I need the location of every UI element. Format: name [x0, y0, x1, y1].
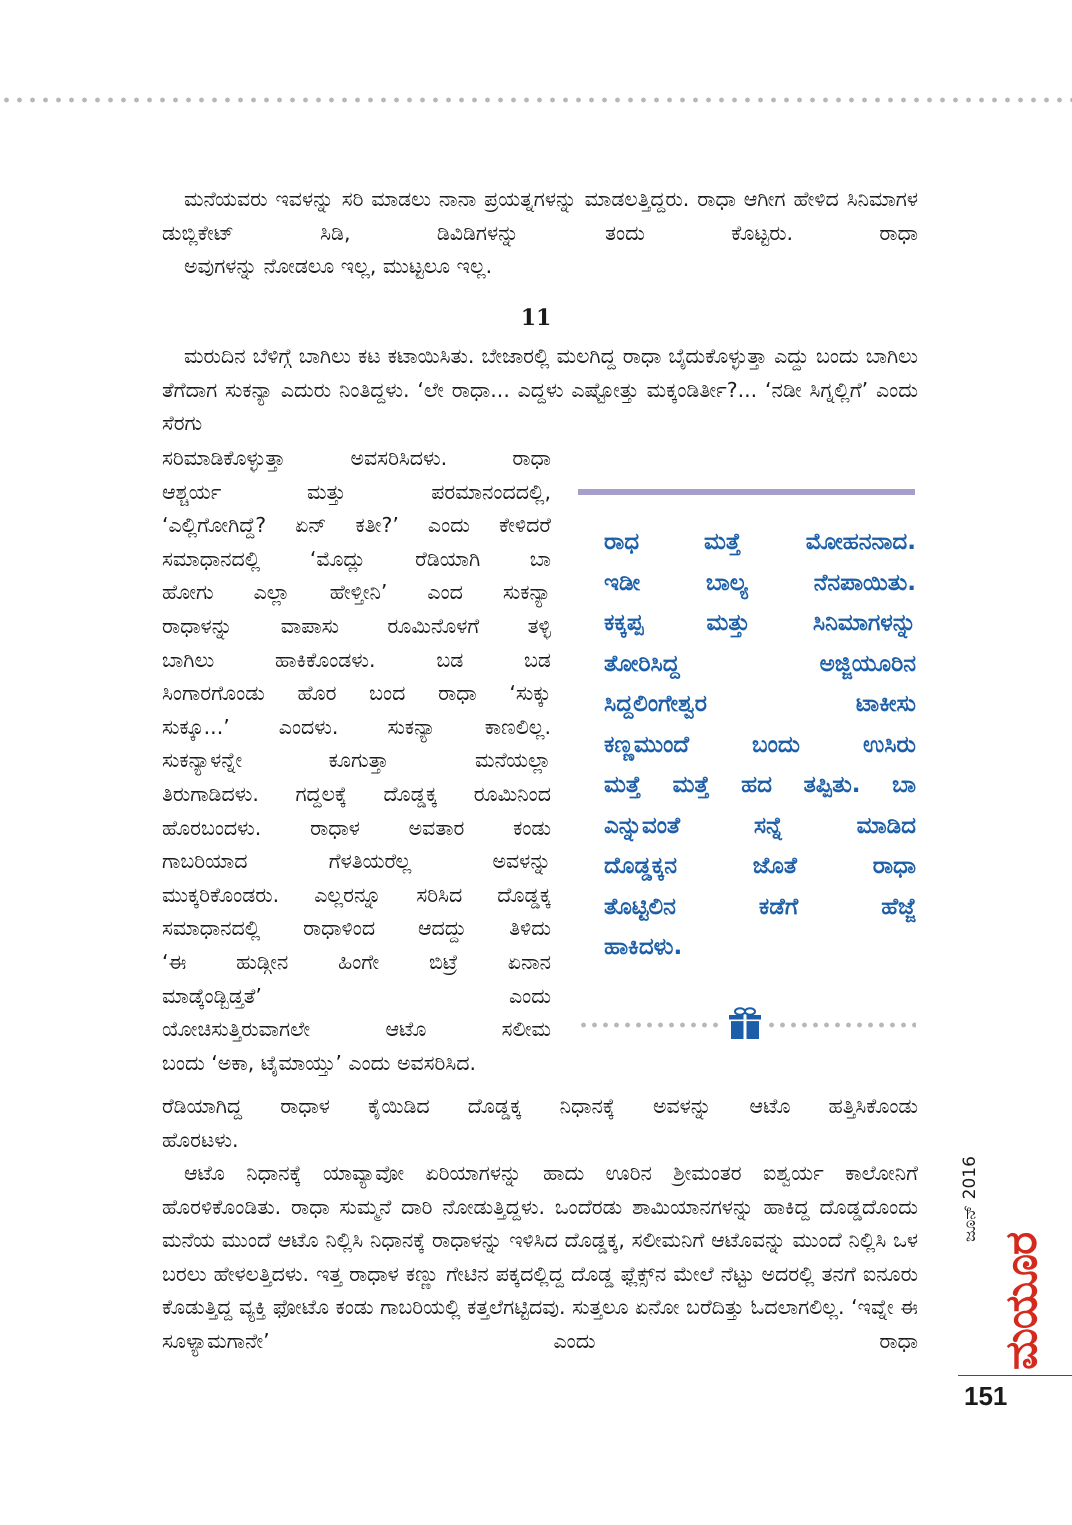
pullquote-line: ಕಣ್ಣಮುಂದೆ ಬಂದು ಉಸಿರು: [604, 731, 916, 758]
column-line: ಯೋಚಿಸುತ್ತಿರುವಾಗಲೇ ಆಟೊ ಸಲೀಮ: [162, 1017, 551, 1042]
paragraph-4: [162, 1157, 918, 1359]
pullquote-line: ಇಡೀ ಬಾಲ್ಯ ನೆನಪಾಯಿತು.: [604, 569, 916, 596]
pullquote-line: ತೋರಿಸಿದ್ದ ಅಜ್ಜಿಯೂರಿನ: [604, 650, 916, 677]
pullquote-top-rule: [578, 489, 915, 495]
paragraph-3-line: ರೆಡಿಯಾಗಿದ್ದ ರಾಧಾಳ ಕೈಯಿಡಿದ ದೊಡ್ಡಕ್ಕ ನಿಧಾನಕ್ಕೆ ಅವಳನ್ನು ಆಟೊ ಹತ್ತಿಸಿಕೊಂಡು: [162, 1094, 918, 1118]
paragraph-1-line: ಆಗೀಗ ಹೇಳಿದ ಸಿನಿಮಾಗಳ ಡುಬ್ಲಿಕೇಟ್ ಸಿಡಿ, ಡಿವಿಡಿಗಳನ್ನು ತಂದು ಕೊಟ್ಟರು. ರಾಧಾ: [162, 187, 918, 245]
magazine-logo: [950, 1232, 1047, 1370]
pullquote-line: ಕಕ್ಕಪ್ಪ ಮತ್ತು ಸಿನಿಮಾಗಳನ್ನು: [604, 610, 916, 636]
top-dotted-divider: [0, 95, 1072, 105]
column-line: ಹೋಗು ಎಲ್ಲಾ ಹೇಳ್ತೀನಿ’ ಎಂದ ಸುಕನ್ಯಾ: [162, 580, 551, 605]
paragraph-4-line: ಸುತ್ತಲೂ ಏನೋ ಬರೆದಿತ್ತು ಓದಲಾಗಲಿಲ್ಲ. ‘ಇವ್ನೇ ಈ ಸೂಳ್ಯಾಮಗಾನೇ’ ಎಂದು ರಾಧಾ: [162, 1295, 918, 1353]
section-number: 11: [520, 305, 552, 331]
column-line: ಬಂದು ‘ಅಕಾ, ಟೈಮಾಯ್ತು’ ಎಂದು ಅವಸರಿಸಿದ.: [162, 1050, 476, 1075]
pullquote-line: ಸಿದ್ದಲಿಂಗೇಶ್ವರ ಟಾಕೀಸು: [604, 691, 916, 717]
paragraph-3: [162, 1090, 918, 1157]
column-line: ಮುಕ್ಕರಿಕೊಂಡರು. ಎಲ್ಲರನ್ನೂ ಸರಿಸಿದ ದೊಡ್ಡಕ್ಕ: [162, 882, 551, 907]
paragraph-1: [162, 183, 918, 284]
magazine-logo-text: ಮಯೂರ: [996, 1232, 1047, 1370]
column-line: ‘ಎಲ್ಲಿಗೋಗಿದ್ದೆ? ಏನ್ ಕತೀ?’ ಎಂದು ಕೇಳಿದರೆ: [162, 513, 551, 538]
paragraph-4-line: ಹೇಳಲತ್ತಿದಳು. ಇತ್ತ ರಾಧಾಳ ಕಣ್ಣು ಗೇಟಿನ ಪಕ್ಕದಲ್ಲಿದ್ದ ದೊಡ್ಡ ಫ್ಲೆಕ್ಸ್‌ನ ಮೇಲೆ ನೆಟ್ಟು: [213, 1261, 755, 1286]
paragraph-3-line: ಹೊರಟಳು.: [162, 1127, 239, 1152]
pullquote-line: ದೊಡ್ಡಕ್ಕನ ಜೊತೆ ರಾಧಾ: [604, 853, 916, 879]
pullquote-line: ಹಾಕಿದಳು.: [604, 934, 683, 960]
pullquote-line: ತೊಟ್ಟಿಲಿನ ಕಡೆಗೆ ಹೆಜ್ಜೆ: [604, 893, 916, 920]
paragraph-4-line: ಅದರಲ್ಲಿ ತನಗೆ ಐನೂರು ಕೊಡುತ್ತಿದ್ದ ವ್ಯಕ್ತಿ ಫೋಟೊ ಕಂಡು ಗಾಬರಿಯಲ್ಲಿ ಕತ್ತಲೆಗಟ್ಟಿದವು.: [162, 1261, 918, 1320]
column-line: ಆಶ್ಚರ್ಯ ಮತ್ತು ಪರಮಾನಂದದಲ್ಲಿ,: [162, 479, 551, 504]
column-line: ಸರಿಮಾಡಿಕೊಳ್ಳುತ್ತಾ ಅವಸರಿಸಿದಳು. ರಾಧಾ: [162, 446, 551, 470]
paragraph-4-line: ರಾಧಾಳನ್ನು ಇಳಿಸಿದ ದೊಡ್ಡಕ್ಕ, ಸಲೀಮನಿಗೆ ಆಟೊವನ್ನು ಮುಂದೆ ನಿಲ್ಲಿಸಿ ಒಳ ಬರಲು: [162, 1228, 918, 1286]
paragraph-2: [162, 340, 918, 441]
paragraph-4-line: ಕಾಲೋನಿಗೆ ಹೊರಳಿಕೊಂಡಿತು. ರಾಧಾ ಸುಮ್ಮನೆ ದಾರಿ ನೋಡುತ್ತಿದ್ದಳು. ಒಂದೆರಡು: [162, 1161, 918, 1219]
paragraph-4-line: ಶಾಮಿಯಾನಗಳನ್ನು ಹಾಕಿದ್ದ ದೊಡ್ಡದೊಂದು ಮನೆಯ ಮುಂದೆ ಆಟೊ ನಿಲ್ಲಿಸಿ ನಿಧಾನಕ್ಕೆ: [162, 1194, 918, 1253]
column-line: ಸುಕನ್ಯಾಳನ್ನೇ ಕೂಗುತ್ತಾ ಮನೆಯಲ್ಲಾ: [162, 748, 551, 773]
pullquote-bottom-dots-right: [766, 1021, 916, 1029]
column-line: ಮಾಡ್ಕೆಂಡ್ಬಿಡ್ತತೆ’ ಎಂದು: [162, 983, 551, 1008]
column-line: ಸಮಾಧಾನದಲ್ಲಿ ‘ಮೊದ್ಲು ರೆಡಿಯಾಗಿ ಬಾ: [162, 546, 551, 571]
pullquote-line: ರಾಧ ಮತ್ತೆ ಮೋಹನನಾದ.: [604, 529, 916, 555]
paragraph-4-line: ಆಟೊ ನಿಧಾನಕ್ಕೆ ಯಾವ್ಯಾವೋ ಏರಿಯಾಗಳನ್ನು ಹಾದು ಊರಿನ ಶ್ರೀಮಂತರ ಐಶ್ವರ್ಯ: [184, 1161, 824, 1185]
column-line: ‘ಈ ಹುಡ್ಗೀನ ಹಿಂಗೇ ಬಿಟ್ರೆ ಏನಾನ: [162, 949, 551, 974]
issue-date-text: ಜೂನ್ 2016: [960, 1156, 980, 1242]
column-line: ಸಿಂಗಾರಗೊಂಡು ಹೊರ ಬಂದ ರಾಧಾ ‘ಸುಕ್ಕು: [162, 681, 551, 706]
column-line: ಹೊರಬಂದಳು. ರಾಧಾಳ ಅವತಾರ ಕಂಡು: [162, 815, 551, 840]
column-line: ಸಮಾಧಾನದಲ್ಲಿ ರಾಧಾಳಿಂದ ಆದದ್ದು ತಿಳಿದು: [162, 916, 551, 941]
paragraph-2-line: ಬೈದುಕೊಳ್ಳುತ್ತಾ ಎದ್ದು ಬಂದು ಬಾಗಿಲು ತೆಗೆದಾಗ ಸುಕನ್ಯಾ ಎದುರು ನಿಂತಿದ್ದಳು. ‘ಲೇ: [162, 344, 918, 402]
column-line: ತಿರುಗಾಡಿದಳು. ಗದ್ದಲಕ್ಕೆ ದೊಡ್ಡಕ್ಕ ರೂಮಿನಿಂದ: [162, 781, 551, 806]
pullquote-bottom-dots-left: [578, 1021, 724, 1029]
column-line: ಬಾಗಿಲು ಹಾಕಿಕೊಂಡಳು. ಬಡ ಬಡ: [162, 647, 551, 672]
column-line: ಗಾಬರಿಯಾದ ಗೆಳತಿಯರೆಲ್ಲ ಅವಳನ್ನು: [162, 849, 551, 874]
column-line: ರಾಧಾಳನ್ನು ವಾಪಾಸು ರೂಮಿನೊಳಗೆ ತಳ್ಳಿ: [162, 613, 551, 638]
pullquote-line: ಎನ್ನುವಂತೆ ಸನ್ನೆ ಮಾಡಿದ: [604, 812, 916, 839]
paragraph-2-line: ಮರುದಿನ ಬೆಳಿಗ್ಗೆ ಬಾಗಿಲು ಕಟ ಕಟಾಯಿಸಿತು. ಬೇಜಾರಲ್ಲಿ ಮಲಗಿದ್ದ ರಾಧಾ: [184, 344, 662, 368]
page-number: 151: [964, 1381, 1008, 1411]
pullquote: [604, 522, 916, 968]
paragraph-1-line: ಅವುಗಳನ್ನು ನೋಡಲೂ ಇಲ್ಲ, ಮುಟ್ಟಲೂ ಇಲ್ಲ.: [184, 254, 493, 279]
paragraph-1-line: ಮನೆಯವರು ಇವಳನ್ನು ಸರಿ ಮಾಡಲು ನಾನಾ ಪ್ರಯತ್ನಗಳನ್ನು ಮಾಡಲತ್ತಿದ್ದರು. ರಾಧಾ: [184, 187, 736, 211]
column-line: ಸುಕ್ಕೂ...’ ಎಂದಳು. ಸುಕನ್ಯಾ ಕಾಣಲಿಲ್ಲ.: [162, 714, 551, 739]
issue-date: [948, 1110, 1018, 1250]
paragraph-2-line: ರಾಧಾ... ಎದ್ದಳು ಎಷ್ಟೋತ್ತು ಮಕ್ಕಂಡಿರ್ತೀ?... ‘ನಡೀ ಸಿಗ್ನಲ್ಲಿಗೆ’ ಎಂದು ಸೆರಗು: [162, 377, 918, 436]
gift-box-icon: [728, 1006, 762, 1040]
page-number-rule: [958, 1375, 1072, 1376]
pullquote-line: ಮತ್ತೆ ಮತ್ತೆ ಹದ ತಪ್ಪಿತು. ಬಾ: [604, 772, 916, 798]
narrow-column-text: [162, 442, 551, 1080]
